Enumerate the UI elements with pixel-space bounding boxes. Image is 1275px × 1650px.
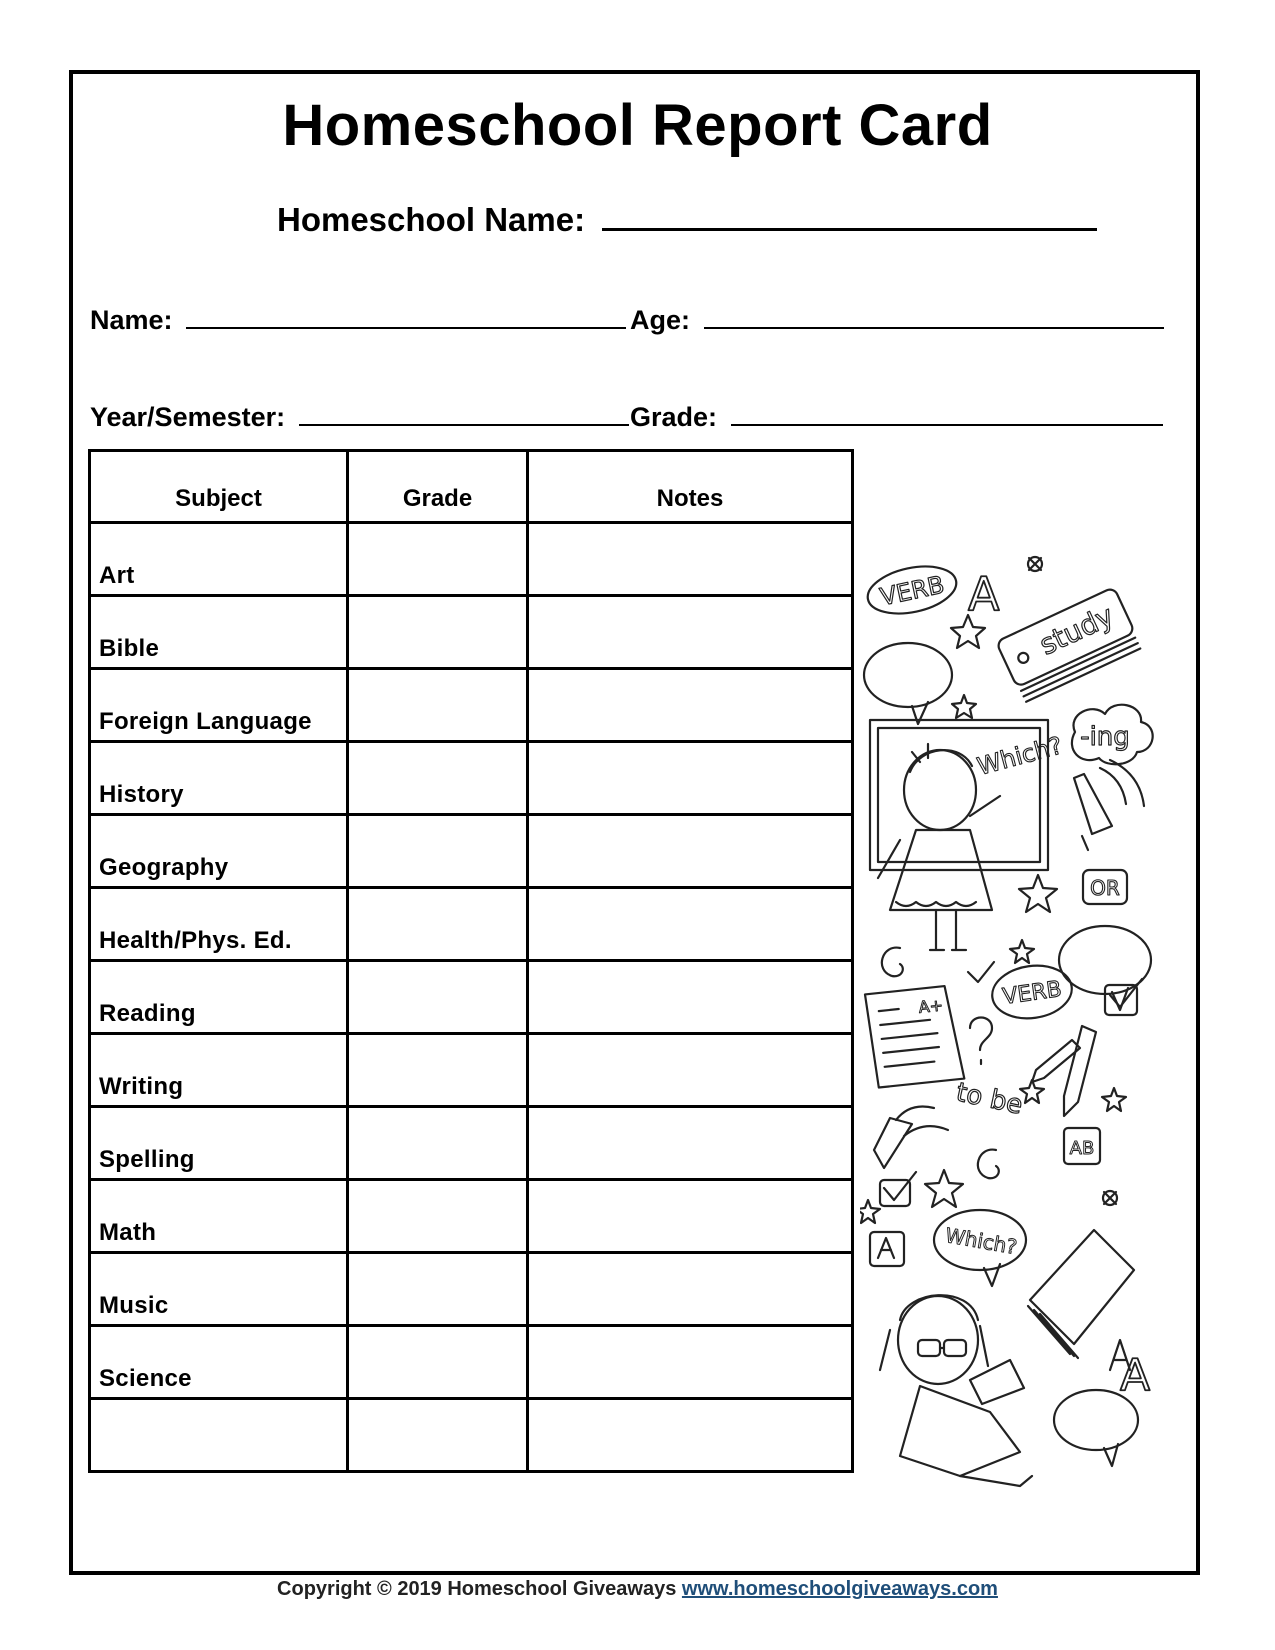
grade-cell[interactable] [348,669,528,742]
grade-cell[interactable] [348,815,528,888]
which-bubble-icon [934,1210,1026,1286]
year-semester-label: Year/Semester: [90,402,286,432]
table-row [90,523,853,596]
subject-cell: Writing [90,1034,348,1107]
star-icon [1010,940,1034,963]
or-word: OR [1090,876,1120,900]
table-row [90,1253,853,1326]
grade-cell[interactable] [348,1326,528,1399]
verb2-word: VERB [1001,976,1064,1010]
name-label: Name: [90,305,173,335]
notes-cell[interactable] [528,1253,853,1326]
table-row [90,1034,853,1107]
notes-cell[interactable] [528,961,853,1034]
year-semester-line[interactable] [299,404,629,426]
website-link[interactable]: www.homeschoolgiveaways.com [681,1578,998,1600]
subject-cell: Music [90,1253,348,1326]
subject-cell: Foreign Language [90,669,348,742]
header-subject: Subject [90,451,348,523]
which-word: Which? [974,731,1066,781]
subject-cell [90,1399,348,1472]
notes-cell[interactable] [528,815,853,888]
grade-cell[interactable] [348,1253,528,1326]
ab-block-icon [1064,1128,1100,1164]
star-icon [1020,1080,1044,1103]
grade-line[interactable] [731,404,1163,426]
table-row [90,596,853,669]
or-badge-icon [1083,870,1127,904]
notes-cell[interactable] [528,888,853,961]
speech-bubble-icon [864,643,952,724]
header-grade: Grade [348,451,528,523]
megaphone-icon [1074,760,1144,850]
table-row [90,742,853,815]
subject-cell: Geography [90,815,348,888]
grade-cell[interactable] [348,742,528,815]
subject-cell: Reading [90,961,348,1034]
name-line[interactable] [186,307,626,329]
header-notes: Notes [528,451,853,523]
notes-cell[interactable] [528,742,853,815]
subject-cell: Spelling [90,1107,348,1180]
table-row [90,888,853,961]
star-icon [860,1200,880,1223]
page-title: Homeschool Report Card [282,93,993,158]
notes-cell[interactable] [528,1107,853,1180]
table-row [90,669,853,742]
notes-cell[interactable] [528,523,853,596]
star-icon [1102,1088,1126,1111]
ab-block-icon [870,1232,904,1266]
study-cards-icon [996,587,1142,703]
grades-table [88,449,854,1473]
table-row [90,815,853,888]
table-row [90,1399,853,1472]
subject-cell: Math [90,1180,348,1253]
notes-cell[interactable] [528,1399,853,1472]
check-icon [968,962,994,982]
girl-reading-icon [880,1295,1032,1486]
star-icon [1019,875,1057,912]
notes-cell[interactable] [528,596,853,669]
notes-cell[interactable] [528,669,853,742]
verb-word: VERB [877,570,947,612]
table-row [90,961,853,1034]
copyright-text: Copyright © 2019 Homeschool Giveaways [277,1578,677,1600]
grade-cell[interactable] [348,888,528,961]
letter-a-big-icon: A [1120,1350,1151,1401]
grade-cell[interactable] [348,523,528,596]
year-semester-field [90,402,629,433]
grade-cell[interactable] [348,1034,528,1107]
grade-cell[interactable] [348,1107,528,1180]
name-field [90,305,626,336]
ab-word: AB [1069,1138,1095,1159]
grade-cell[interactable] [348,1399,528,1472]
ing-word: -ing [1080,722,1130,752]
grade-cell[interactable] [348,596,528,669]
table-row [90,1180,853,1253]
graded-paper-icon [865,985,964,1088]
footer [0,1578,1275,1601]
girl-whiteboard-icon [870,720,1065,950]
book-icon [1028,1230,1134,1358]
notes-cell[interactable] [528,1326,853,1399]
to-be-word: to be [953,1077,1026,1121]
subject-cell: Art [90,523,348,596]
table-header-row [90,451,853,523]
verb-bubble-icon [989,961,1075,1024]
age-line[interactable] [704,307,1164,329]
subject-cell: Science [90,1326,348,1399]
grade-cell[interactable] [348,1180,528,1253]
subject-cell: Bible [90,596,348,669]
subject-cell: Health/Phys. Ed. [90,888,348,961]
megaphone-icon [874,1107,948,1169]
verb-bubble-icon [863,559,960,621]
star-icon [952,695,976,718]
notes-cell[interactable] [528,1180,853,1253]
a-plus-word: A+ [917,995,944,1017]
table-row [90,1326,853,1399]
subject-cell: History [90,742,348,815]
homeschool-name-line[interactable] [602,202,1097,231]
grade-label: Grade: [630,402,718,432]
notes-cell[interactable] [528,1034,853,1107]
age-field [630,305,1164,336]
star-icon [925,1170,963,1207]
letter-c-icon [882,948,903,977]
ing-cloud-icon [1072,705,1153,765]
homeschool-name-field [277,201,1097,239]
school-doodle-illustration [860,540,1190,1510]
pencil-icon [1032,1026,1096,1116]
which2-word: Which? [943,1223,1019,1260]
table-row [90,1107,853,1180]
checkbox-icon [1105,979,1142,1015]
study-word: study [1034,598,1119,662]
question-mark-icon [970,1018,992,1065]
grade-cell[interactable] [348,961,528,1034]
homeschool-name-label: Homeschool Name: [277,201,586,238]
speech-bubble-icon [1054,1390,1138,1466]
letter-c-icon [978,1150,999,1179]
grade-field [630,402,1163,433]
letter-a-icon: A [968,567,1000,621]
age-label: Age: [630,305,690,335]
checkbox-icon [880,1172,916,1206]
